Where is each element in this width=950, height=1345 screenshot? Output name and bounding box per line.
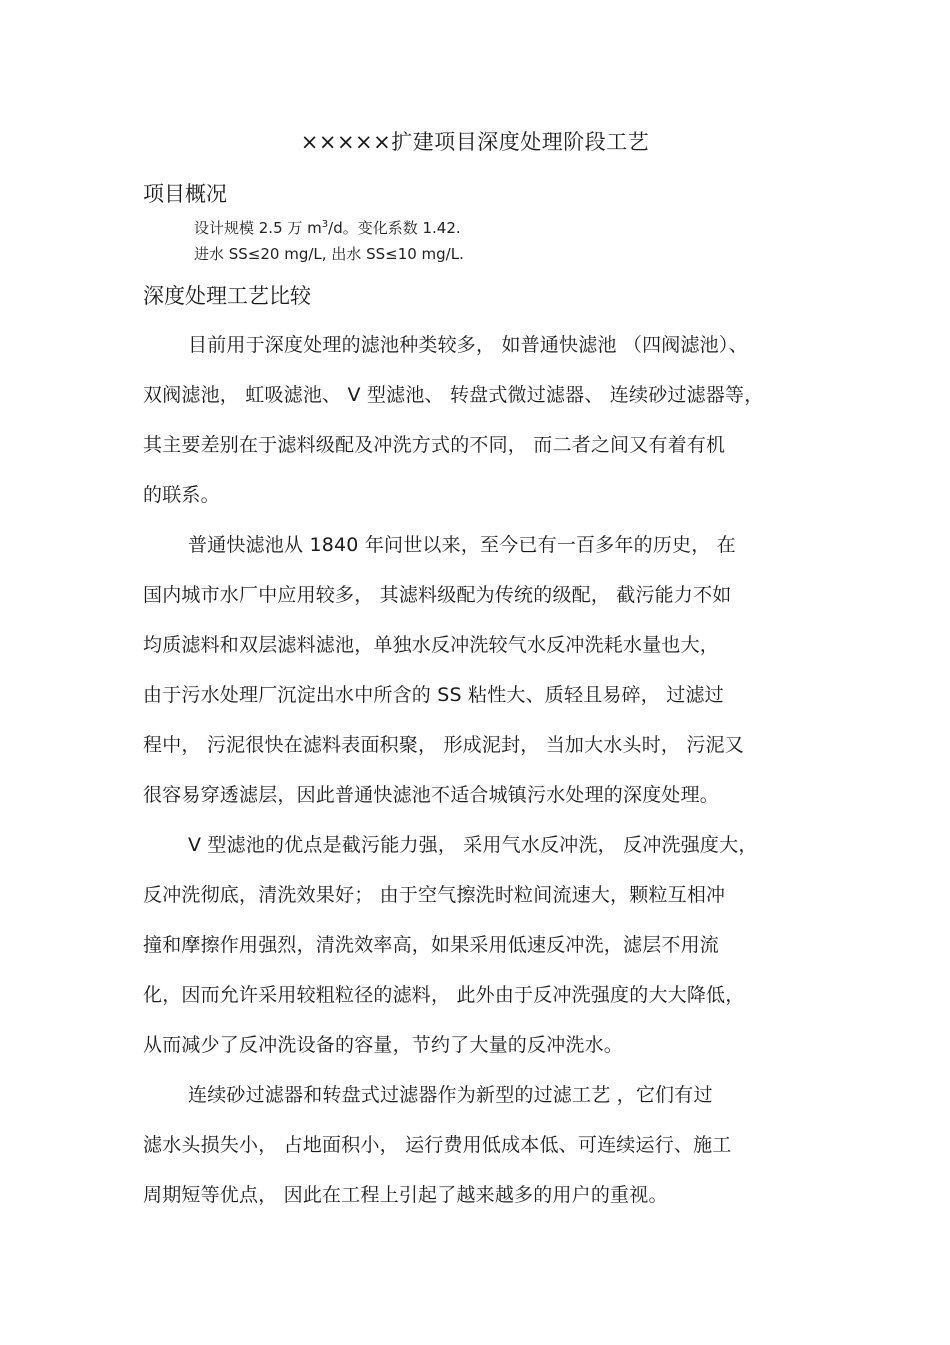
section-heading-overview: 项目概况 <box>143 182 227 206</box>
paragraph-line: 化，因而允许采用较粗粒径的滤料， 此外由于反冲洗强度的大大降低， <box>143 984 745 1006</box>
paragraph-line: 由于污水处理厂沉淀出水中所含的 SS 粘性大、质轻且易碎， 过滤过 <box>143 684 724 706</box>
paragraph-line: 国内城市水厂中应用较多， 其滤料级配为传统的级配， 截污能力不如 <box>143 584 732 606</box>
paragraph-line: 程中， 污泥很快在滤料表面积聚， 形成泥封， 当加大水头时， 污泥又 <box>143 734 744 756</box>
paragraph-line: 周期短等优点， 因此在工程上引起了越来越多的用户的重视。 <box>143 1184 668 1206</box>
water-quality-line: 进水 SS≤20 mg/L, 出水 SS≤10 mg/L. <box>194 245 464 263</box>
paragraph-line: V 型滤池的优点是截污能力强， 采用气水反冲洗， 反冲洗强度大， <box>188 834 758 856</box>
paragraph-line: 撞和摩擦作用强烈，清洗效率高，如果采用低速反冲洗，滤层不用流 <box>143 934 720 956</box>
superscript-3: 3 <box>321 219 329 230</box>
paragraph-line: 连续砂过滤器和转盘式过滤器作为新型的过滤工艺 ，它们有过 <box>188 1084 713 1106</box>
paragraph-line: 的联系。 <box>143 484 220 506</box>
design-scale-text: 设计规模 2.5 万 m <box>194 219 322 237</box>
paragraph-line: 双阀滤池， 虹吸滤池、 V 型滤池、 转盘式微过滤器、 连续砂过滤器等， <box>143 384 764 406</box>
paragraph-line: 目前用于深度处理的滤池种类较多， 如普通快滤池 （四阀滤池）、 <box>188 334 748 356</box>
document-title: ×××××扩建项目深度处理阶段工艺 <box>300 130 650 154</box>
paragraph-line: 其主要差别在于滤料级配及冲洗方式的不同， 而二者之间又有着有机 <box>143 434 726 456</box>
paragraph-line: 从而减少了反冲洗设备的容量，节约了大量的反冲洗水。 <box>143 1034 624 1056</box>
paragraph-line: 均质滤料和双层滤料滤池，单独水反冲洗较气水反冲洗耗水量也大， <box>143 634 720 656</box>
section-heading-comparison: 深度处理工艺比较 <box>143 284 311 308</box>
paragraph-line: 很容易穿透滤层，因此普通快滤池不适合城镇污水处理的深度处理。 <box>143 784 720 806</box>
paragraph-line: 反冲洗彻底，清洗效果好； 由于空气擦洗时粒间流速大，颗粒互相冲 <box>143 884 726 906</box>
design-factor-text: /d。变化系数 1.42. <box>328 219 461 237</box>
design-scale-line <box>194 217 461 238</box>
paragraph-line: 滤水头损失小， 占地面积小， 运行费用低成本低、可连续运行、施工 <box>143 1134 732 1156</box>
paragraph-line: 普通快滤池从 1840 年问世以来，至今已有一百多年的历史， 在 <box>188 534 736 556</box>
